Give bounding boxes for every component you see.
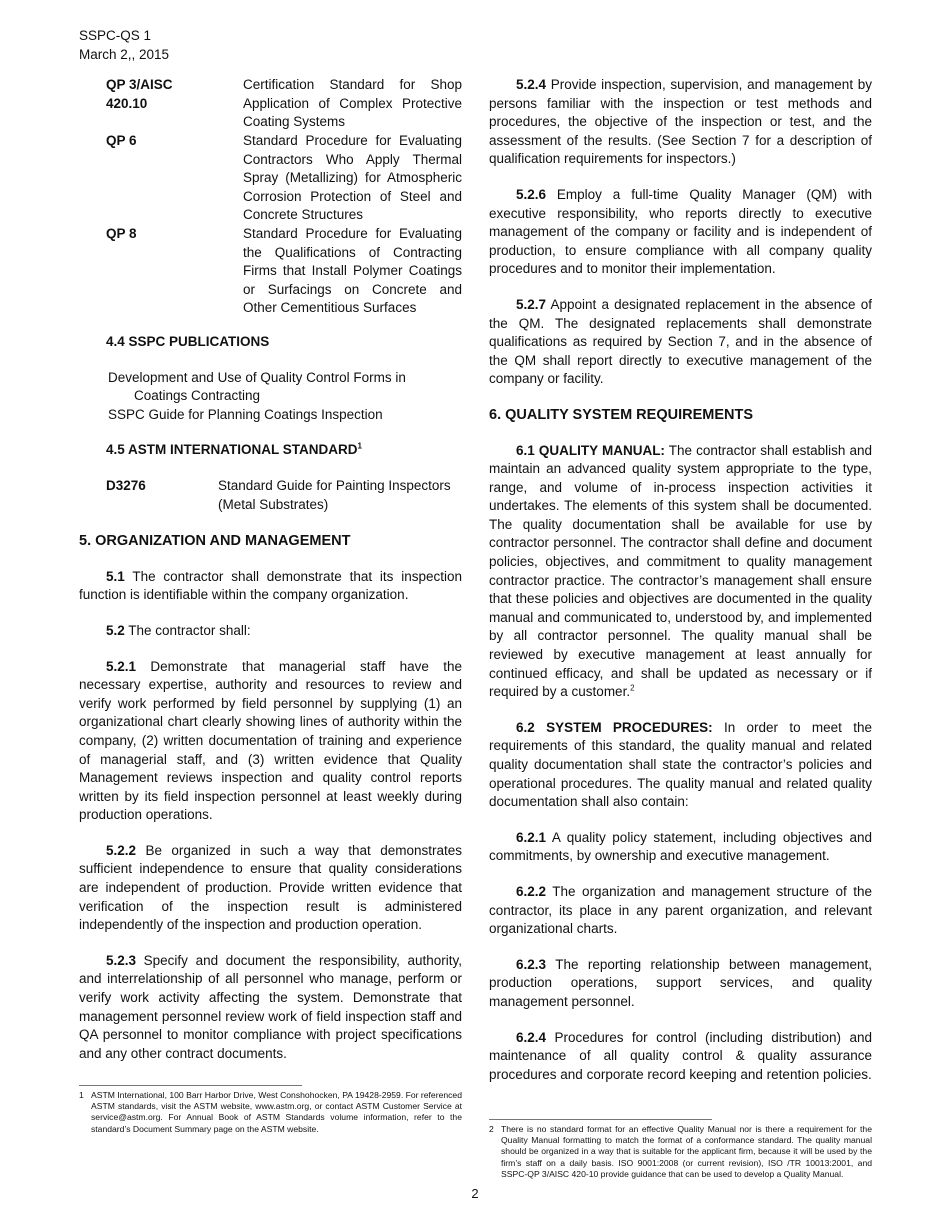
footnote-divider xyxy=(79,1085,302,1086)
section-6-heading: 6. QUALITY SYSTEM REQUIREMENTS xyxy=(489,406,753,423)
paragraph-5-2-2: 5.2.2 Be organized in such a way that demonstrates sufficient independence to ensure that quality considerations are independent of production. Provide written evidence that verification of the inspection result is administered independently of the inspection and production operation. xyxy=(79,842,462,933)
paragraph-6-1: 6.1 QUALITY MANUAL: The contractor shall establish and maintain an advanced quality system appropriate to the type, range, and volume of in-process inspection activities it undertakes. The elements of this system shall be documented. The quality documentation shall be available for use by contractor personnel. The contractor shall define and document policies, objectives, and commitment to quality management contractor practice. The contractor’s management shall ensure that these policies and objectives are documented in the quality manual and communicated to, understood by, and implemented by all contractor personnel. The quality manual shall be reviewed by executive management at least annually for continued efficacy, and shall be updated as necessary or if required by a customer.$^2$ xyxy=(489,442,872,700)
section-4-4-heading: 4.4 SSPC PUBLICATIONS xyxy=(106,334,270,349)
reference-code: D3276 xyxy=(106,477,146,493)
astm-reference-entry xyxy=(79,477,462,514)
document-date: March 2,, 2015 xyxy=(79,47,170,62)
paragraph-5-2-7: 5.2.7 Appoint a designated replacement in the absence of the QM. The designated replacements shall demonstrate qualifications as required by Section 7, and in the absence of the QM shall report directly to executive management of the company or facility. xyxy=(489,296,872,387)
paragraph-5-2-6: 5.2.6 Employ a full-time Quality Manager (QM) with executive responsibility, who reports directly to executive management of the company or facility and is independent of production, to ensure compliance with all company quality procedures and to monitor their implementation. xyxy=(489,186,872,277)
reference-description: Standard Procedure for Evaluating the Qualifications of Contracting Firms that Install Polymer Coatings or Surfacings on Concrete and Other Cementitious Surfaces xyxy=(243,226,462,316)
reference-entry xyxy=(79,225,462,318)
footnote-text: There is no standard format for an effective Quality Manual nor is there a requirement for the Quality Manual formatting to match the format of a conformance standard. The quality manual should be organized in a way that is suitable for the applicant firm, because it will be used by the firm’s staff on a daily basis. ISO 9001:2008 (or current revision), ISO /TR 10013:2001, and SSPC-QP 3/AISC 420-10 provide guidance that can be used to develop a Quality Manual. xyxy=(501,1124,872,1179)
publication-title: SSPC Guide for Planning Coatings Inspection xyxy=(108,406,383,422)
reference-code: QP 8 xyxy=(106,226,137,241)
section-5-heading: 5. ORGANIZATION AND MANAGEMENT xyxy=(79,533,351,550)
sspc-publications-list xyxy=(79,369,462,425)
footnote-marker: 2 xyxy=(630,683,635,693)
paragraph-5-2-3: 5.2.3 Specify and document the responsibility, authority, and interrelationship of all personnel who manage, perform or verify work activity affecting the system. Demonstrate that management personnel review work of field inspection staff and QA personnel to monitor compliance with project specifications and any other contract documents. xyxy=(79,952,462,1061)
reference-description: Standard Procedure for Evaluating Contractors Who Apply Thermal Spray (Metallizing) for Atmospheric Corrosion Protection of Steel and Concrete Structures xyxy=(243,133,462,223)
footnote-marker: 1 xyxy=(79,1090,84,1100)
page-number: 2 xyxy=(471,1186,479,1201)
reference-entry xyxy=(79,132,462,225)
paragraph-6-2-3: 6.2.3 The reporting relationship between management, production operations, support services, and quality management personnel. xyxy=(489,956,872,1009)
reference-description: Certification Standard for Shop Application of Complex Protective Coating Systems xyxy=(243,77,462,130)
reference-entry xyxy=(79,76,462,132)
paragraph-5-2-1: 5.2.1 Demonstrate that managerial staff have the necessary expertise, authority and resources to review and verify work performed by field personnel by supplying (1) an organizational chart clearly showing lines of authority within the company, (2) written documentation of training and experience of managerial staff, and (3) written evidence that Quality Management reviews inspection and quality control reports written by its field inspection personnel at least weekly during production operations. xyxy=(79,658,462,823)
reference-code: QP 6 xyxy=(106,133,137,148)
footnote-text: ASTM International, 100 Barr Harbor Drive, West Conshohocken, PA 19428-2959. For referenced ASTM standards, visit the ASTM website, www.astm.org, or contact ASTM Customer Service at service@astm.org. For Annual Book of ASTM Standards volume information, refer to the standard’s Document Summary page on the ASTM website. xyxy=(91,1090,462,1134)
footnote-1 xyxy=(79,1085,462,1135)
paragraph-6-2-1: 6.2.1 A quality policy statement, including objectives and commitments, by ownership and executive management. xyxy=(489,829,872,864)
left-column xyxy=(79,76,462,1063)
right-column xyxy=(489,76,872,1084)
footnote-2 xyxy=(489,1119,872,1180)
footnote-marker: 1 xyxy=(357,441,362,451)
section-4-5-heading: 4.5 ASTM INTERNATIONAL STANDARD$^1$ xyxy=(106,441,362,458)
publication-title-continued: Coatings Contracting xyxy=(134,388,261,404)
paragraph-5-1: 5.1 The contractor shall demonstrate that its inspection function is identifiable within the company organization. xyxy=(79,568,462,603)
paragraph-5-2-4: 5.2.4 Provide inspection, supervision, and management by persons familiar with the inspection or test methods and procedures, the objective of the inspection or test, and the assessment of the results. (See Section 7 for a description of qualification requirements for inspectors.) xyxy=(489,77,872,167)
paragraph-6-2-4: 6.2.4 Procedures for control (including distribution) and maintenance of all quality control & quality assurance procedures and corporate record keeping and retention policies. xyxy=(489,1029,872,1082)
page-header xyxy=(79,26,169,64)
paragraph-5-2: 5.2 The contractor shall: xyxy=(106,622,251,638)
paragraph-6-2-2: 6.2.2 The organization and management structure of the contractor, its place in any parent organization, and relevant organizational charts. xyxy=(489,883,872,937)
footnote-marker: 2 xyxy=(489,1124,494,1134)
footnote-divider xyxy=(489,1119,712,1120)
reference-code: QP 3/AISC 420.10 xyxy=(106,77,173,111)
document-id: SSPC-QS 1 xyxy=(79,28,152,43)
publication-title: Development and Use of Quality Control Forms in xyxy=(108,369,406,385)
reference-description: Standard Guide for Painting Inspectors (Metal Substrates) xyxy=(218,477,451,512)
qp-reference-list xyxy=(79,76,462,336)
paragraph-6-2: 6.2 SYSTEM PROCEDURES: In order to meet the requirements of this standard, the quality manual and related quality documentation shall state the contractor’s policies and operational procedures. The quality manual and related quality documentation shall also contain: xyxy=(489,719,872,810)
